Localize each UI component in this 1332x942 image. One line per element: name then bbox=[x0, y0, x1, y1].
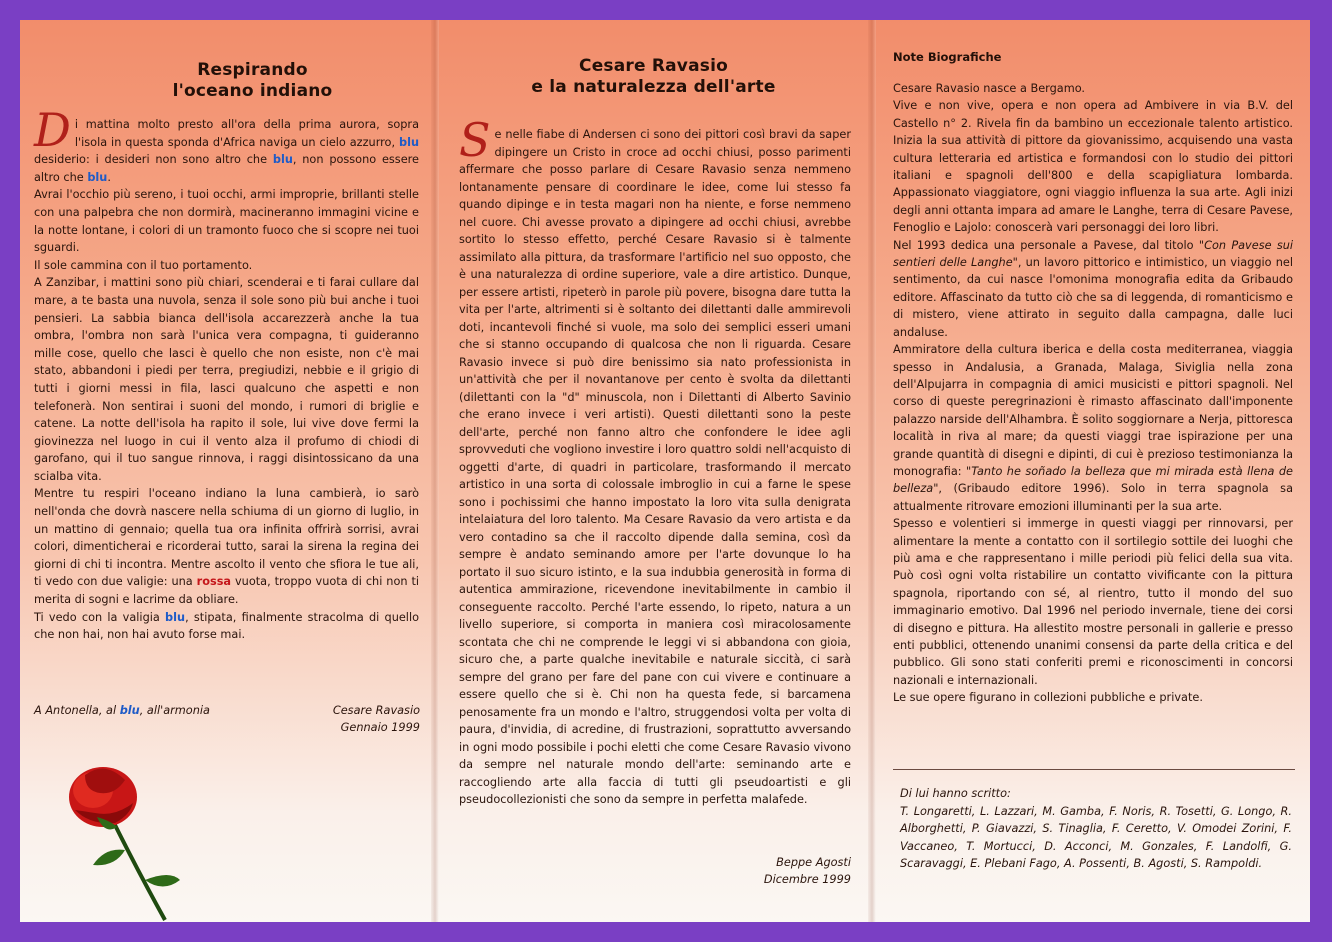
blu-word: blu bbox=[398, 135, 419, 149]
poem-paragraph bbox=[34, 103, 419, 186]
essay-body bbox=[459, 113, 851, 809]
poem-title-line2: l'oceano indiano bbox=[172, 81, 333, 101]
poem-paragraph: Il sole cammina con il tuo portamento. bbox=[34, 258, 253, 272]
poem-paragraph: Avrai l'occhio più sereno, i tuoi occhi, armi improprie, brillanti stelle con una palpebra che non dormirà, macineranno immagini vicine e la notte lontane, i colori di un tramonto fuoco che si scopre nei tuoi sguardi. bbox=[34, 188, 419, 255]
signature-name: Beppe Agosti bbox=[776, 856, 851, 869]
poem-text: vuota, troppo vuota di chi non ti merita di sogni e lacrime da obliare. bbox=[34, 575, 420, 607]
drop-cap: D bbox=[34, 103, 71, 157]
biography-text: , un lavoro pittorico e intimistico, un viaggio nel sentimento, da cui nasce l'omonima monografia edita da Gribaudo editore. Affascinato da tutto ciò che sa di leggenda, di romanticismo e di mistero, viene attirato in seguito dalla campagna, dalle luci andaluse. bbox=[893, 256, 1293, 339]
panel-biography bbox=[872, 20, 1310, 922]
poem-paragraph: A Zanzibar, i mattini sono più chiari, scenderai e ti farai cullare dal mare, a te basta una nuvola, senza il sole sono più bui anche i tuoi pensieri. La sabbia bianca dell'isola accarezzerà anche la tua ombra, l'ombra non sarà l'unica vera compagna, ti guideranno mille cose, quello che lasci è quello che non esiste, non c'è mai stato, abbandoni i piedi per terra, pregiudizi, nebbie e il grigio di tutti i giorni messi in fila, lasci qualcuno che aspetti e non telefonerà. Non sentirai i suoni del mondo, i rumori di briglie e catene. La notte dell'isola ha rapito il sole, lui vive dove fermi la giovinezza nel luogo in cui il vento alza il profumo di chiodi di garofano, qui il tuo sangue rinnova, i raggi disintossicano da una scialba vita. bbox=[34, 276, 419, 483]
divider bbox=[893, 769, 1295, 770]
biography-paragraph: Le sue opere figurano in collezioni pubbliche e private. bbox=[893, 691, 1203, 705]
dedication-text: , all'armonia bbox=[139, 704, 210, 717]
poem-paragraph bbox=[34, 485, 419, 608]
biography-paragraph bbox=[893, 341, 1293, 515]
writers-heading: Di lui hanno scritto: bbox=[900, 787, 1011, 800]
book-title: "Tanto he soñado la belleza que mi mirada està llena de belleza" bbox=[893, 464, 1293, 496]
brochure bbox=[20, 20, 1310, 922]
essay-title-line2: e la naturalezza dell'arte bbox=[531, 77, 776, 97]
signature-date: Gennaio 1999 bbox=[340, 721, 420, 734]
drop-cap: S bbox=[459, 113, 491, 167]
poem-text: Ti vedo con la valigia bbox=[34, 610, 160, 624]
blu-word: blu bbox=[119, 704, 140, 717]
poem-text: , non possono essere altro che bbox=[34, 153, 419, 184]
poem-text: Mentre tu respiri l'oceano indiano la luna cambierà, io sarò nell'onda che dovrà nascere nella schiuma di un giorno di luglio, in un mattino di gennaio; quella tua ora infinita offrirà sorrisi, avrai colori, dimenticherai e ricorderai tutto, sarai la sirena la regina dei giorni di chi ti incontra. Mentre ascolto il vento che sfiora le tue ali, ti vedo con due valigie: una bbox=[34, 487, 419, 589]
signature-name: Cesare Ravasio bbox=[332, 704, 420, 717]
poem-paragraph bbox=[34, 609, 419, 644]
panel-essay bbox=[435, 20, 872, 922]
essay-text: e nelle fiabe di Andersen ci sono dei pittori così bravi da saper dipingere un Cristo in croce ad occhi chiusi, posso parimenti affermare che posso parlare di Cesare Ravasio senza nemmeno lontanamente pensare di coordinare le idee, come lui stesso fa quando dipinge e in testa magari non ha niente, e forse nemmeno nel cuore. Chi avesse provato a dipingere ad occhi chiusi, avrebbe sortito lo stesso effetto, perché Cesare Ravasio si è talmente assimilato alla pittura, da trasformare l'artificio nel suo opposto, che è una naturalezza di ordine superiore, vale a dire artistico. Dunque, per essere artisti, ripeterò in parole più povere, bisogna dare tutta la vita per l'arte, altrimenti si è soltanto dei dilettanti dalle ammirevoli doti, incantevoli finché si vuole, ma solo dei semplici esseri umani che si stanno occupando di qualcosa che non li riguarda. Cesare Ravasio invece si può dire benissimo sia nato professionista in un'attività che per il novantanove per cento è svolta da dilettanti (dilettanti con la "d" minuscola, non i Dilettanti di Alberto Savinio che erano invece i veri artisti). Questi dilettanti sono la peste dell'arte, perché non fanno altro che confondere le idee agli sprovveduti che vogliono investire i loro quattro soldi nell'acquisto di oggetti d'arte, di quadri in particolare, trasformando il mercato artistico in una sorta di colossale imbroglio in cui a farne le spese sono i pochissimi che hanno impostato la loro vita sulla denigrata intelaiatura del loro talento. Ma Cesare Ravasio da vero artista e da vero contadino sa che il raccolto dipende dalla semina, così da sempre è andato seminando amore per l'arte dovunque lo ha portato il suo sicuro istinto, e la sua indubbia generosità in forma di autentica ammirazione, ricevendone inevitabilmente in cambio il conseguente raccolto. Perché l'arte essendo, lo ripeto, natura a un livello superiore, si comporta in maniera così miracolosamente scontata che chi ne comprende le leggi vi si abbandona con gioia, sicuro che, a parte qualche inevitabile e naturale siccità, ci sarà sempre del grano per fare del pane con cui vivere e continuare a essere quello che si è. Chi non ha questa fede, si barcamena penosamente fra un mondo e l'altro, struggendosi volta per volta di paura, d'invidia, di acredine, di frustrazioni, soprattutto avversando in ogni modo possibile i pochi eletti che come Cesare Ravasio vivono da sempre nel naturale mondo dell'arte: seminando arte e raccogliendo arte alla faccia di tutti gli pseudoartisti e gli pseudocollezionisti che sono da sempre in perfetta malafede. bbox=[459, 128, 851, 806]
dedication-text: A Antonella, al bbox=[34, 704, 117, 717]
biography-text: Ammiratore della cultura iberica e della costa mediterranea, viaggia spesso in Andalusia, a Granada, Malaga, Siviglia nella zona dell'Alpujarra in compagnia di amici musicisti e pittori spagnoli. Nel corso di queste peregrinazioni è rimasto affascinato dall'imponente palazzo narside dell'Alhambra. È solito soggiornare a Nerja, pittoresca località in riva al mare; da questi viaggi trae ispirazione per una grande quantità di disegni e dipinti, di cui è prezioso testimonianza la monografia: bbox=[893, 343, 1293, 478]
poem-text: desiderio: i desideri non sono altro che bbox=[34, 153, 268, 167]
writers-list: T. Longaretti, L. Lazzari, M. Gamba, F. Noris, R. Tosetti, G. Longo, R. Alborghetti, P. Giavazzi, S. Tinaglia, F. Ceretto, V. Omodei Zorini, F. Vaccaneo, T. Mortucci, D. Acconci, M. Gonzales, F. Landolfi, G. Scaravaggi, E. Plebani Fago, A. Possenti, B. Agosti, S. Rampoldi. bbox=[900, 804, 1292, 870]
essay-title-line1: Cesare Ravasio bbox=[579, 56, 728, 76]
poem-signature bbox=[260, 702, 420, 736]
poem-body bbox=[34, 103, 420, 644]
essay-paragraph bbox=[459, 113, 851, 809]
biography-text: , (Gribaudo editore 1996). Solo in terra spagnola sa attualmente ritrovare emozioni illuminanti per la sua arte. bbox=[893, 482, 1293, 513]
signature-date: Dicembre 1999 bbox=[763, 873, 851, 886]
biography-paragraph: Vive e non vive, opera e non opera ad Ambivere in via B.V. del Castello n° 2. Rivela fin da bambino un eccezionale talento artistico. Inizia la sua attività di pittore da giovanissimo, acquisendo una vasta cultura letteraria ed artistica e formandosi con lo studio dei pittori italiani e spagnoli dell'800 e della scapigliatura lombarda. Appassionato viaggiatore, ogni viaggio influenza la sua arte. Agli inizi degli anni ottanta impara ad amare le Langhe, terra di Cesare Pavese, Fenoglio e Lajolo: conoscerà vari personaggi dei loro libri. bbox=[893, 99, 1293, 235]
dedication bbox=[34, 704, 210, 717]
biography-body bbox=[893, 80, 1293, 707]
poem-title bbox=[60, 60, 445, 102]
essay-signature bbox=[675, 854, 851, 888]
biography-heading: Note Biografiche bbox=[893, 50, 1002, 64]
poem-title-line1: Respirando bbox=[197, 60, 308, 80]
writers-section bbox=[900, 785, 1292, 873]
biography-paragraph: Spesso e volentieri si immerge in questi viaggi per rinnovarsi, per alimentare la mente a contatto con il sortilegio sottile dei luoghi che più ama e che rappresentano i mille periodi più felici della sua vita. Può così ogni volta ristabilire un contatto vivificante con la pittura spagnola, riportando con sé, al rientro, tutto il mondo del suo immaginario emotivo. Dal 1996 nel periodo invernale, tiene dei corsi di disegno e pittura. Ha allestito mostre personali in gallerie e presso enti pubblici, ottenendo unanimi consensi da parte della critica e del pubblico. Gli sono stati conferiti premi e riconoscimenti in concorsi nazionali e internazionali. bbox=[893, 517, 1293, 687]
rossa-word: rossa bbox=[196, 575, 232, 589]
rose-icon bbox=[45, 755, 195, 922]
essay-title bbox=[455, 56, 852, 98]
blu-word: blu bbox=[272, 153, 293, 167]
book-title: "Con Pavese sui sentieri delle Langhe" bbox=[893, 238, 1294, 270]
blu-word: blu bbox=[165, 610, 186, 624]
blu-word: blu bbox=[87, 170, 108, 184]
poem-text: , stipata, finalmente stracolma di quello che non hai, non hai avuto forse mai. bbox=[34, 610, 419, 642]
biography-text: Nel 1993 dedica una personale a Pavese, dal titolo bbox=[893, 238, 1194, 252]
biography-paragraph: Cesare Ravasio nasce a Bergamo. bbox=[893, 82, 1086, 95]
panel-poem bbox=[20, 20, 435, 922]
biography-paragraph bbox=[893, 237, 1293, 341]
poem-text: . bbox=[107, 170, 111, 184]
poem-text: i mattina molto presto all'ora della prima aurora, sopra l'isola in questa sponda d'Africa naviga un cielo azzurro, bbox=[74, 118, 419, 149]
